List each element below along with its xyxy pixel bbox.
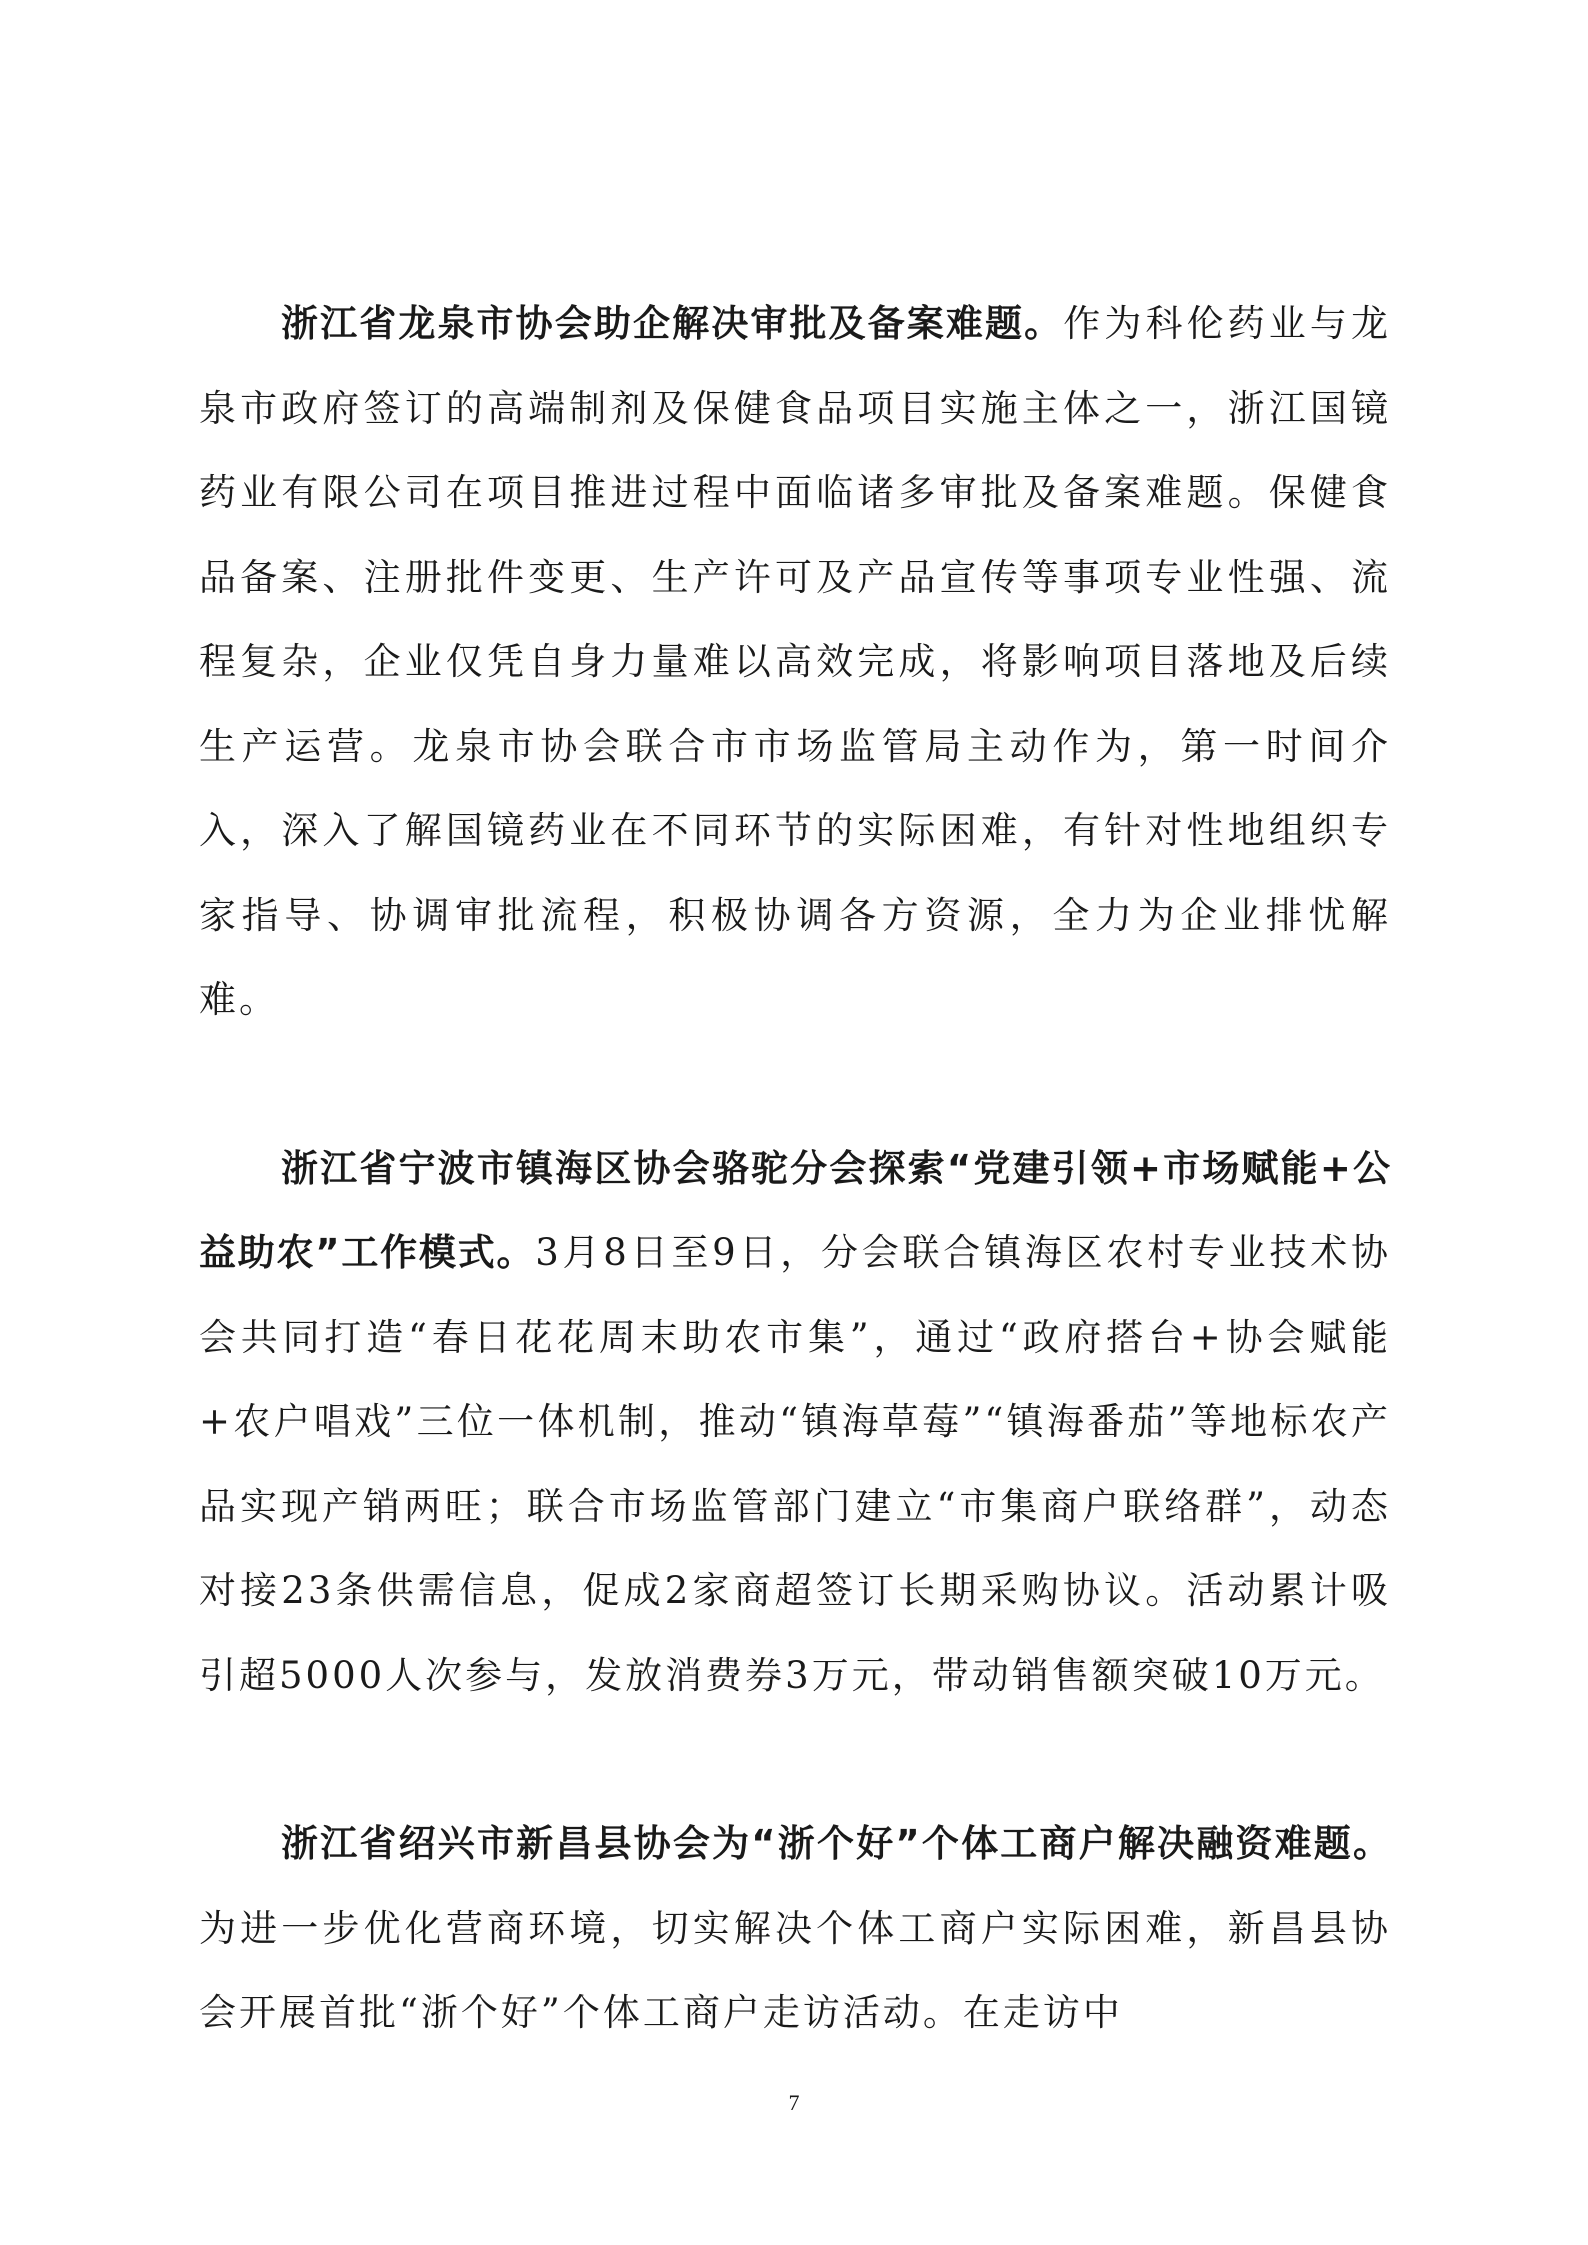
paragraph-heading: 浙江省绍兴市新昌县协会为“浙个好”个体工商户解决融资难题。 (281, 1822, 1391, 1865)
paragraph-heading: 浙江省宁波市镇海区协会骆驼分会探索“党建引领+市场赋能+公益助农”工作模式。 (199, 1146, 1391, 1274)
page-body (199, 282, 1391, 2056)
paragraph-longquan (199, 282, 1391, 1043)
paragraph-heading: 浙江省龙泉市协会助企解决审批及备案难题。 (281, 302, 1064, 345)
paragraph-text: 3月8日至9日，分会联合镇海区农村专业技术协会共同打造“春日花花周末助农市集”，通过“政府搭台+协会赋能+农户唱戏”三位一体机制，推动“镇海草莓”“镇海番茄”等地标农产品实现产销两旺；联合市场监管部门建立“市集商户联络群”，动态对接23条供需信息，促成2家商超签订长期采购协议。活动累计吸引超5000人次参与，发放消费券3万元，带动销售额突破10万元。 (199, 1231, 1391, 1697)
paragraph-text: 为进一步优化营商环境，切实解决个体工商户实际困难，新昌县协会开展首批“浙个好”个体工商户走访活动。在走访中 (199, 1906, 1391, 2034)
paragraph-xinchang (199, 1802, 1391, 2056)
page-number: 7 (788, 2090, 800, 2115)
paragraph-zhenhai (199, 1127, 1391, 1719)
paragraph-text: 作为科伦药业与龙泉市政府签订的高端制剂及保健食品项目实施主体之一，浙江国镜药业有限公司在项目推进过程中面临诸多审批及备案难题。保健食品备案、注册批件变更、生产许可及产品宣传等事项专业性强、流程复杂，企业仅凭自身力量难以高效完成，将影响项目落地及后续生产运营。龙泉市协会联合市市场监管局主动作为，第一时间介入，深入了解国镜药业在不同环节的实际困难，有针对性地组织专家指导、协调审批流程，积极协调各方资源，全力为企业排忧解难。 (199, 302, 1392, 1021)
